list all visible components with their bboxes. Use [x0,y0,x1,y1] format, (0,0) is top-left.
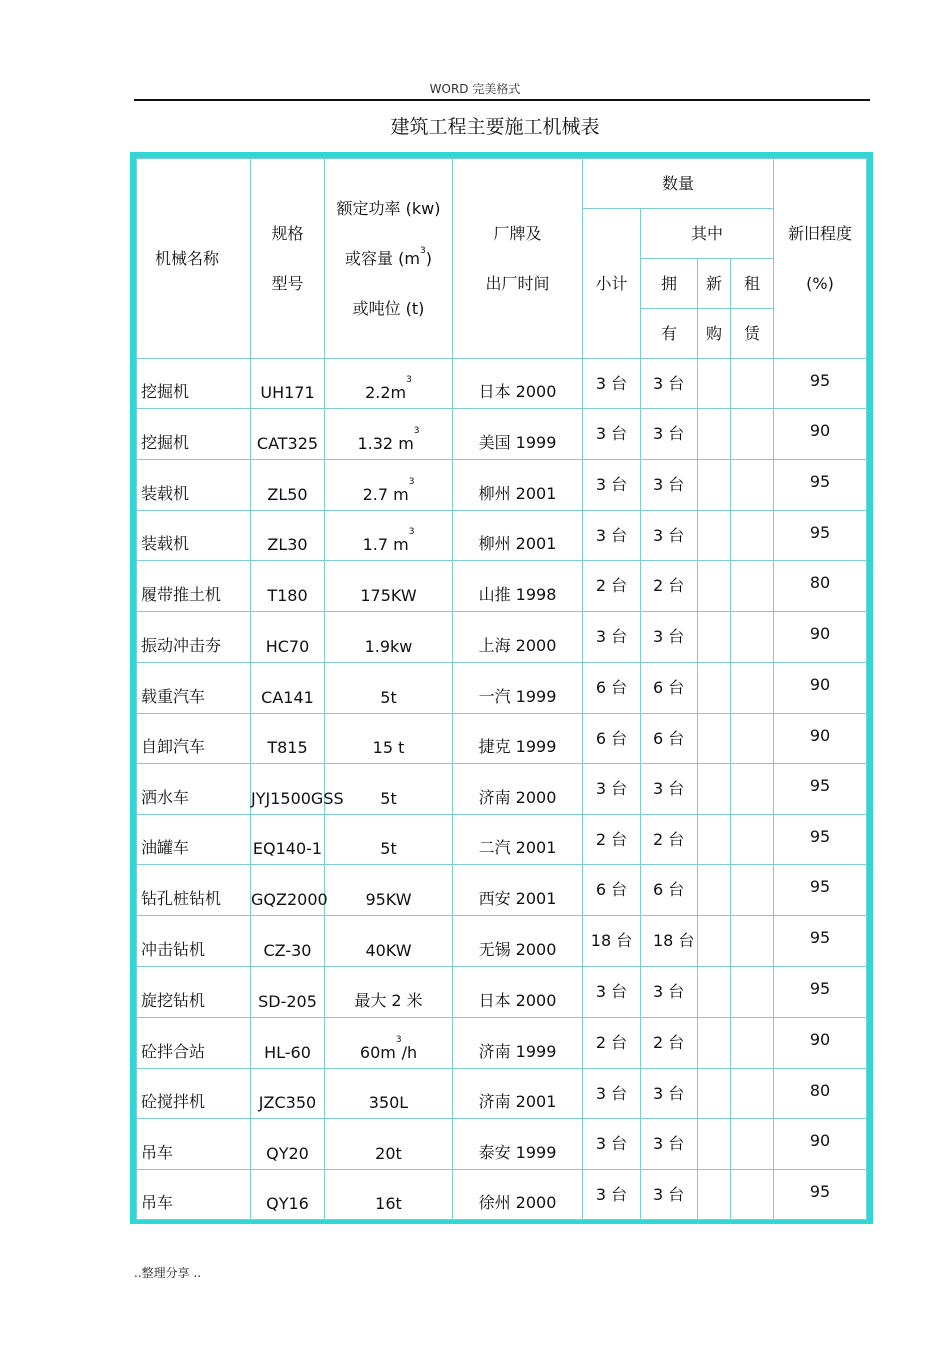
cell-model: HC70 [251,612,325,663]
superscript: 3 [408,477,415,487]
cell-owned: 3 台 [641,967,698,1018]
cell-new [698,714,731,764]
table-row [137,1069,867,1119]
cell-maker: 捷克 1999 [453,714,583,764]
cell-rent [731,967,774,1018]
cell-condition: 95 [774,511,867,561]
cell-power: 40KW [325,916,453,967]
cell-model: JZC350 [251,1069,325,1119]
cell-rent [731,764,774,815]
cell-model: T815 [251,714,325,764]
cell-subtotal: 18 台 [583,916,641,967]
cell-subtotal: 3 台 [583,511,641,561]
cell-maker: 济南 2000 [453,764,583,815]
cell-power: 95KW [325,865,453,916]
cell-power: 350L [325,1069,453,1119]
cell-condition: 90 [774,1018,867,1069]
cell-owned: 3 台 [641,1069,698,1119]
cell-owned: 3 台 [641,359,698,409]
superscript: 3 [395,1035,402,1045]
cell-condition: 90 [774,409,867,460]
cell-machine-name: 装载机 [137,511,251,561]
header-quantity: 数量 [583,159,774,209]
cell-machine-name: 振动冲击夯 [137,612,251,663]
table-row [137,612,867,663]
page-footer: ..整理分享 .. [134,1266,202,1280]
cell-machine-name: 旋挖钻机 [137,967,251,1018]
cell-owned: 6 台 [641,663,698,714]
cell-machine-name: 砼拌合站 [137,1018,251,1069]
cell-model: CZ-30 [251,916,325,967]
cell-condition: 95 [774,460,867,511]
cell-subtotal: 3 台 [583,409,641,460]
cell-rent [731,865,774,916]
cell-condition: 90 [774,714,867,764]
cell-condition: 90 [774,1119,867,1170]
cell-owned: 6 台 [641,714,698,764]
header-new-bottom: 购 [698,309,731,359]
cell-power: 5t [325,764,453,815]
cell-rent [731,714,774,764]
cell-subtotal: 3 台 [583,967,641,1018]
cell-new [698,764,731,815]
table-row [137,1119,867,1170]
cell-new [698,663,731,714]
cell-model: EQ140-1 [251,815,325,865]
cell-rent [731,460,774,511]
table-row [137,865,867,916]
cell-rent [731,511,774,561]
cell-power: 5t [325,815,453,865]
cell-machine-name: 砼搅拌机 [137,1069,251,1119]
cell-machine-name: 冲击钻机 [137,916,251,967]
table-row [137,511,867,561]
cell-owned: 3 台 [641,1170,698,1220]
cell-rent [731,1018,774,1069]
table-row [137,359,867,409]
cell-subtotal: 6 台 [583,663,641,714]
cell-model: CAT325 [251,409,325,460]
cell-rent [731,1069,774,1119]
cell-new [698,815,731,865]
cell-maker: 西安 2001 [453,865,583,916]
cell-model: JYJ1500GSS [251,764,325,815]
table-body [137,359,867,1220]
cell-machine-name: 履带推土机 [137,561,251,612]
cell-new [698,1170,731,1220]
cell-subtotal: 2 台 [583,1018,641,1069]
page-header: WORD 完美格式 [429,82,521,96]
cell-new [698,561,731,612]
cell-maker: 济南 1999 [453,1018,583,1069]
cell-rent [731,409,774,460]
cell-maker: 山推 1998 [453,561,583,612]
cell-new [698,359,731,409]
cell-subtotal: 3 台 [583,764,641,815]
cell-maker: 无锡 2000 [453,916,583,967]
cell-rent [731,916,774,967]
table-row [137,916,867,967]
cell-rent [731,612,774,663]
table-row [137,815,867,865]
cell-model: CA141 [251,663,325,714]
cell-machine-name: 装载机 [137,460,251,511]
cell-condition: 90 [774,612,867,663]
cell-owned: 6 台 [641,865,698,916]
cell-new [698,409,731,460]
cell-power: 2.7 $m^3$ [325,460,453,511]
superscript: 3 [408,527,415,537]
cell-power: 1.32 $m^3$ [325,409,453,460]
cell-maker: 美国 1999 [453,409,583,460]
cell-new [698,511,731,561]
cell-condition: 95 [774,865,867,916]
cell-machine-name: 挖掘机 [137,409,251,460]
cell-subtotal: 3 台 [583,612,641,663]
cell-owned: 3 台 [641,409,698,460]
table-row [137,561,867,612]
header-owned-top: 拥 [641,259,698,309]
cell-condition: 95 [774,359,867,409]
header-maker: 厂牌及 出厂时间 [453,159,583,359]
cell-power: 1.7 $m^3$ [325,511,453,561]
cell-machine-name: 吊车 [137,1119,251,1170]
machinery-table [136,158,867,1220]
cell-power: 5t [325,663,453,714]
cell-model: GQZ2000 [251,865,325,916]
table-row [137,1170,867,1220]
cell-subtotal: 3 台 [583,460,641,511]
cell-new [698,612,731,663]
table-row [137,460,867,511]
table-row [137,663,867,714]
header-machine-name: 机械名称 [137,159,251,359]
cell-condition: 95 [774,1170,867,1220]
cell-model: QY20 [251,1119,325,1170]
header-model: 规格 型号 [251,159,325,359]
cell-maker: 柳州 2001 [453,460,583,511]
cell-owned: 3 台 [641,1119,698,1170]
cell-new [698,1119,731,1170]
header-owned-bottom: 有 [641,309,698,359]
table-row [137,409,867,460]
cell-model: SD-205 [251,967,325,1018]
cell-condition: 95 [774,764,867,815]
cell-condition: 95 [774,967,867,1018]
cell-subtotal: 6 台 [583,714,641,764]
header-rule [134,99,870,101]
cell-model: ZL30 [251,511,325,561]
cell-owned: 3 台 [641,612,698,663]
cell-subtotal: 2 台 [583,561,641,612]
cell-maker: 日本 2000 [453,967,583,1018]
table-row [137,967,867,1018]
cell-maker: 上海 2000 [453,612,583,663]
cell-maker: 日本 2000 [453,359,583,409]
cell-new [698,916,731,967]
cell-maker: 泰安 1999 [453,1119,583,1170]
cell-new [698,865,731,916]
cell-subtotal: 6 台 [583,865,641,916]
cell-power: 175KW [325,561,453,612]
table-row [137,1018,867,1069]
cell-maker: 一汽 1999 [453,663,583,714]
cell-power: 1.9kw [325,612,453,663]
cell-model: UH171 [251,359,325,409]
cell-owned: 18 台 [641,916,698,967]
header-new-top: 新 [698,259,731,309]
header-subtotal: 小计 [583,209,641,359]
cell-condition: 90 [774,663,867,714]
header-rent-bottom: 赁 [731,309,774,359]
cell-new [698,1069,731,1119]
cell-new [698,1018,731,1069]
cell-model: QY16 [251,1170,325,1220]
document-title: 建筑工程主要施工机械表 [390,116,600,138]
cell-machine-name: 挖掘机 [137,359,251,409]
cell-maker: 柳州 2001 [453,511,583,561]
cell-power: 16t [325,1170,453,1220]
cell-machine-name: 钻孔桩钻机 [137,865,251,916]
cell-machine-name: 油罐车 [137,815,251,865]
header-rent-top: 租 [731,259,774,309]
cell-power: $2.2m^3$ [325,359,453,409]
cell-subtotal: 3 台 [583,359,641,409]
cell-rent [731,815,774,865]
cell-power: 20t [325,1119,453,1170]
table-row [137,714,867,764]
cell-owned: 3 台 [641,460,698,511]
cell-owned: 3 台 [641,511,698,561]
cell-maker: 济南 2001 [453,1069,583,1119]
cell-owned: 2 台 [641,1018,698,1069]
cell-condition: 95 [774,815,867,865]
header-condition: 新旧程度 (%) [774,159,867,359]
superscript: 3 [413,426,420,436]
cell-machine-name: 洒水车 [137,764,251,815]
cell-condition: 80 [774,1069,867,1119]
cell-rent [731,1119,774,1170]
cell-subtotal: 2 台 [583,815,641,865]
table-row [137,764,867,815]
cell-model: HL-60 [251,1018,325,1069]
cell-power: $60m^3/h$ [325,1018,453,1069]
cell-owned: 3 台 [641,764,698,815]
cell-new [698,460,731,511]
cell-new [698,967,731,1018]
cell-rent [731,359,774,409]
cell-model: ZL50 [251,460,325,511]
cell-maker: 徐州 2000 [453,1170,583,1220]
cell-subtotal: 3 台 [583,1069,641,1119]
cell-owned: 2 台 [641,561,698,612]
cell-condition: 80 [774,561,867,612]
cell-machine-name: 自卸汽车 [137,714,251,764]
cell-maker: 二汽 2001 [453,815,583,865]
cell-power: 15 t [325,714,453,764]
header-power: 额定功率 (kw) 或容量 $(m^3)$ 或吨位 (t) [325,159,453,359]
cell-rent [731,663,774,714]
cell-condition: 95 [774,916,867,967]
cell-rent [731,1170,774,1220]
cell-machine-name: 载重汽车 [137,663,251,714]
superscript: 3 [406,375,412,385]
cell-rent [731,561,774,612]
cell-model: T180 [251,561,325,612]
cell-subtotal: 3 台 [583,1119,641,1170]
header-among: 其中 [641,209,774,259]
cell-machine-name: 吊车 [137,1170,251,1220]
cell-subtotal: 3 台 [583,1170,641,1220]
cell-owned: 2 台 [641,815,698,865]
cell-power: 最大 2 米 [325,967,453,1018]
